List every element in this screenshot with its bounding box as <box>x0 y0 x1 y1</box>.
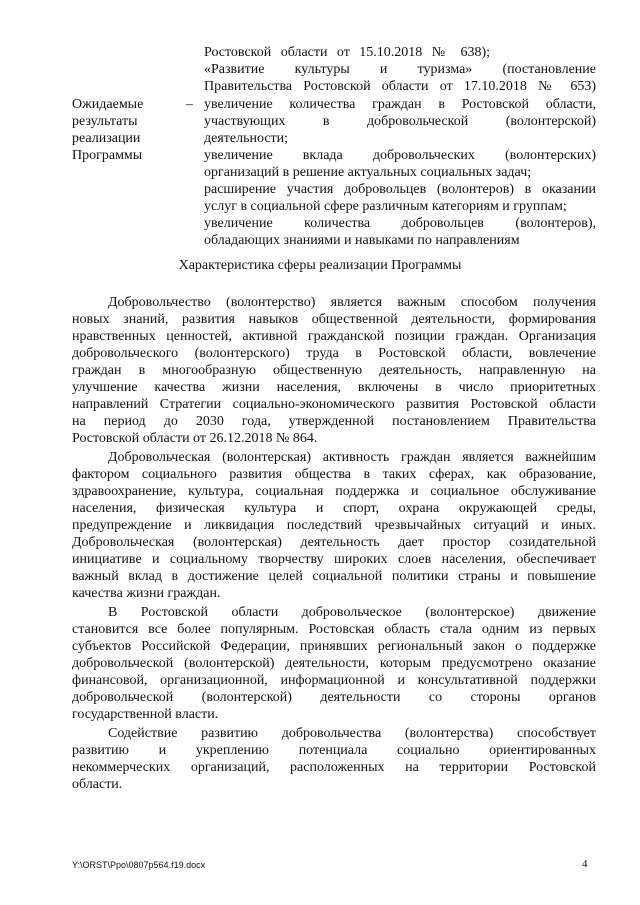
body-line: финансовой, организационной, информационной и консультативной поддержки <box>72 673 596 688</box>
body-line: Добровольческая (волонтерская) активность граждан является важнейшим <box>108 450 596 465</box>
results-label-line: Ожидаемые <box>72 97 144 112</box>
results-line: увеличение количества граждан в Ростовской области, <box>204 97 596 112</box>
body-line: Добровольческая (волонтерская) деятельность дает простор созидательной <box>72 535 596 550</box>
body-line: новых знаний, развития навыков общественной деятельности, формирования <box>72 312 596 327</box>
body-line: фактором социального развития общества в таких сферах, как образование, <box>72 467 596 482</box>
results-line: участвующих в добровольческой (волонтерской) <box>204 114 596 129</box>
body-line: развитию и укреплению потенциала социально ориентированных <box>72 743 596 758</box>
body-line: государственной власти. <box>72 707 219 722</box>
results-line: расширение участия добровольцев (волонтеров) в оказании <box>204 182 596 197</box>
body-line: граждан в многообразную общественную деятельность, направленную на <box>72 363 596 378</box>
section-title: Характеристика сферы реализации Программы <box>178 258 462 273</box>
continuation-line: «Развитие культуры и туризма» (постановление <box>204 62 596 77</box>
body-line: на период до 2030 года, утвержденной постановлением Правительства <box>72 414 596 429</box>
body-line: населения, физическая культура и спорт, охрана окружающей среды, <box>72 501 596 516</box>
body-line: добровольческого (волонтерского) труда в Ростовской области, вовлечение <box>72 346 596 361</box>
body-line: здравоохранение, культура, социальная поддержка и социальное обслуживание <box>72 484 596 499</box>
body-line: В Ростовской области добровольческое (волонтерское) движение <box>108 605 596 620</box>
results-line: обладающих знаниями и навыками по направлениям <box>204 233 520 248</box>
body-line: области. <box>72 777 123 792</box>
continuation-line: Ростовской области от 15.10.2018 № 638); <box>204 45 490 60</box>
body-line: качества жизни граждан. <box>72 586 221 601</box>
footer-file-path: Y:\ORST\Ppo\0807p564.f19.docx <box>72 860 206 870</box>
body-line: субъектов Российской Федерации, принявших региональный закон о поддержке <box>72 639 596 654</box>
results-line: увеличение количества добровольцев (волонтеров), <box>204 216 596 231</box>
results-dash: – <box>186 97 193 112</box>
body-line: нравственных ценностей, активной гражданской позиции граждан. Организация <box>72 329 596 344</box>
page-number: 4 <box>582 858 588 870</box>
results-label-line: результаты <box>72 114 138 129</box>
results-label-line: реализации <box>72 131 141 146</box>
results-line: увеличение вклада добровольческих (волонтерских) <box>204 148 596 163</box>
body-line: улучшение качества жизни населения, включены в число приоритетных <box>72 380 596 395</box>
results-line: услуг в социальной сфере различным категориям и группам; <box>204 199 567 214</box>
body-line: добровольческой (волонтерской) деятельности, которым предусмотрено оказание <box>72 656 596 671</box>
body-line: предупреждение и ликвидация последствий чрезвычайных ситуаций и иных. <box>72 518 596 533</box>
continuation-line: Правительства Ростовской области от 17.10.2018 № 653) <box>204 79 596 94</box>
body-line: Добровольчество (волонтерство) является важным способом получения <box>108 295 596 310</box>
body-line: некоммерческих организаций, расположенных на территории Ростовской <box>72 760 596 775</box>
body-line: инициативе и социальному творчеству широких слоев населения, обеспечивает <box>72 552 596 567</box>
body-line: важный вклад в достижение целей социальной политики страны и повышение <box>72 569 596 584</box>
results-line: деятельности; <box>204 131 289 146</box>
results-line: организаций в решение актуальных социальных задач; <box>204 165 532 180</box>
body-line: Содействие развитию добровольчества (волонтерства) способствует <box>108 726 596 741</box>
body-line: становится все более популярным. Ростовская область стала одним из первых <box>72 622 596 637</box>
body-line: добровольческой (волонтерской) деятельности со стороны органов <box>72 690 596 705</box>
body-line: направлений Стратегии социально-экономического развития Ростовской области <box>72 397 596 412</box>
results-label-line: Программы <box>72 148 143 163</box>
body-line: Ростовской области от 26.12.2018 № 864. <box>72 431 318 446</box>
